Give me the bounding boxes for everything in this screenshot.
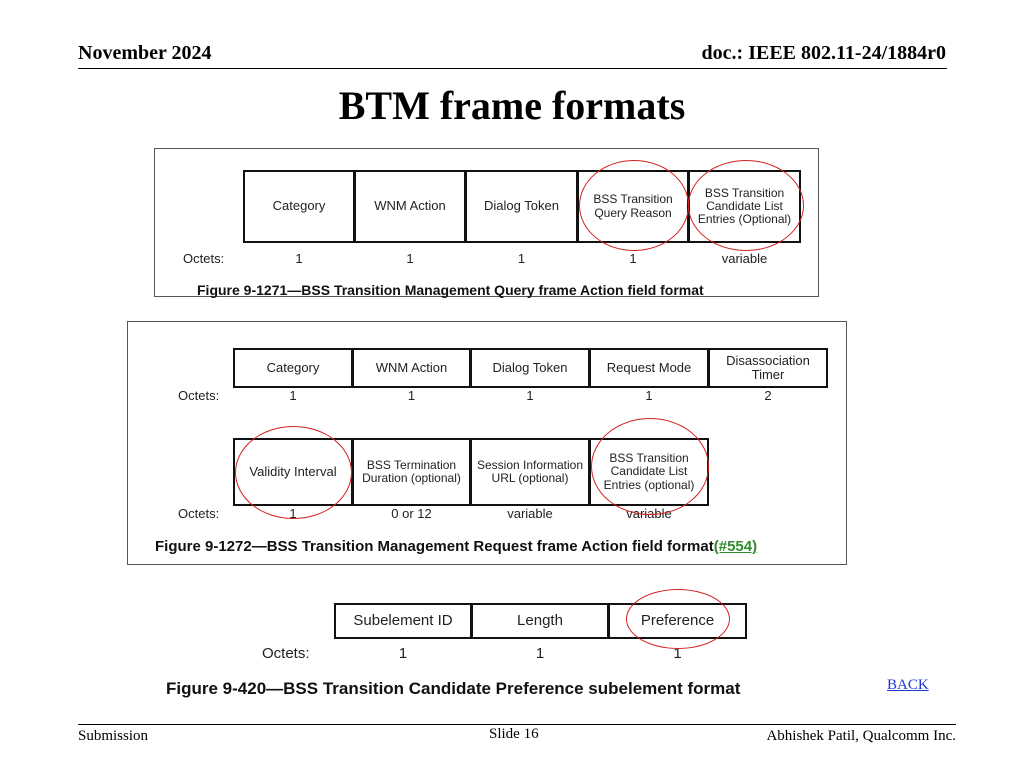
- field-validity-interval: Validity Interval: [233, 438, 353, 506]
- footer-slide-number: Slide 16: [489, 726, 539, 742]
- highlight-circle: [591, 418, 709, 515]
- octets-value: 1: [289, 506, 297, 521]
- octets-value: 1: [629, 251, 637, 266]
- field-dialog-token: Dialog Token: [470, 348, 590, 388]
- field-disassociation-timer: Disassociation Timer: [708, 348, 828, 388]
- figure-9-1272: [127, 321, 847, 565]
- header-doc-id: doc.: IEEE 802.11-24/1884r0: [701, 42, 946, 64]
- field-category: Category: [233, 348, 353, 388]
- octets-value: variable: [721, 251, 768, 266]
- octets-value: 1: [398, 645, 408, 662]
- octets-value: 0 or 12: [391, 506, 432, 521]
- header-rule: [78, 68, 947, 69]
- comment-link-554[interactable]: (#554): [713, 538, 758, 555]
- field-candidate-list: BSS Transition Candidate List Entries (Optional): [688, 170, 801, 243]
- footer-submission: Submission: [78, 728, 149, 744]
- octets-value: 1: [673, 645, 682, 662]
- octets-value: 1: [295, 251, 303, 266]
- highlight-circle: [626, 589, 730, 649]
- figure-caption: Figure 9-1271—BSS Transition Management Query frame Action field format: [197, 282, 704, 298]
- octets-label: Octets:: [178, 388, 220, 403]
- field-bss-termination-duration: BSS Termination Duration (optional): [352, 438, 471, 506]
- figure-caption-text: Figure 9-1272—BSS Transition Management Request frame Action field format: [155, 538, 714, 555]
- octets-value: 2: [764, 388, 772, 403]
- back-link[interactable]: BACK: [887, 677, 929, 693]
- highlight-circle: [235, 426, 352, 519]
- field-category: Category: [243, 170, 355, 243]
- octets-value: variable: [507, 506, 553, 521]
- field-length: Length: [471, 603, 609, 639]
- octets-label: Octets:: [183, 251, 225, 266]
- octets-value: 1: [526, 388, 534, 403]
- field-candidate-list: BSS Transition Candidate List Entries (optional): [589, 438, 709, 506]
- field-request-mode: Request Mode: [589, 348, 709, 388]
- field-session-information-url: Session Information URL (optional): [470, 438, 590, 506]
- footer-author: Abhishek Patil, Qualcomm Inc.: [766, 728, 956, 744]
- figure-9-420: [160, 595, 840, 705]
- octets-value: 1: [517, 251, 526, 266]
- field-subelement-id: Subelement ID: [334, 603, 472, 639]
- field-dialog-token: Dialog Token: [465, 170, 578, 243]
- octets-value: 1: [535, 645, 545, 662]
- figure-9-1271: [154, 148, 819, 297]
- octets-value: 1: [407, 388, 416, 403]
- slide-title: BTM frame formats: [338, 83, 686, 128]
- footer-rule: [78, 724, 956, 725]
- octets-value: 1: [289, 388, 297, 403]
- field-wnm-action: WNM Action: [352, 348, 471, 388]
- field-query-reason: BSS Transition Query Reason: [577, 170, 689, 243]
- header-date: November 2024: [78, 42, 212, 64]
- octets-value: variable: [626, 506, 672, 521]
- field-preference: Preference: [608, 603, 747, 639]
- field-wnm-action: WNM Action: [354, 170, 466, 243]
- octets-value: 1: [645, 388, 653, 403]
- octets-label: Octets:: [262, 645, 310, 662]
- figure-caption: [155, 538, 757, 555]
- highlight-circle: [579, 160, 689, 251]
- figure-caption: Figure 9-420—BSS Transition Candidate Preference subelement format: [166, 679, 741, 698]
- highlight-circle: [688, 160, 804, 251]
- octets-label: Octets:: [178, 506, 220, 521]
- octets-value: 1: [406, 251, 414, 266]
